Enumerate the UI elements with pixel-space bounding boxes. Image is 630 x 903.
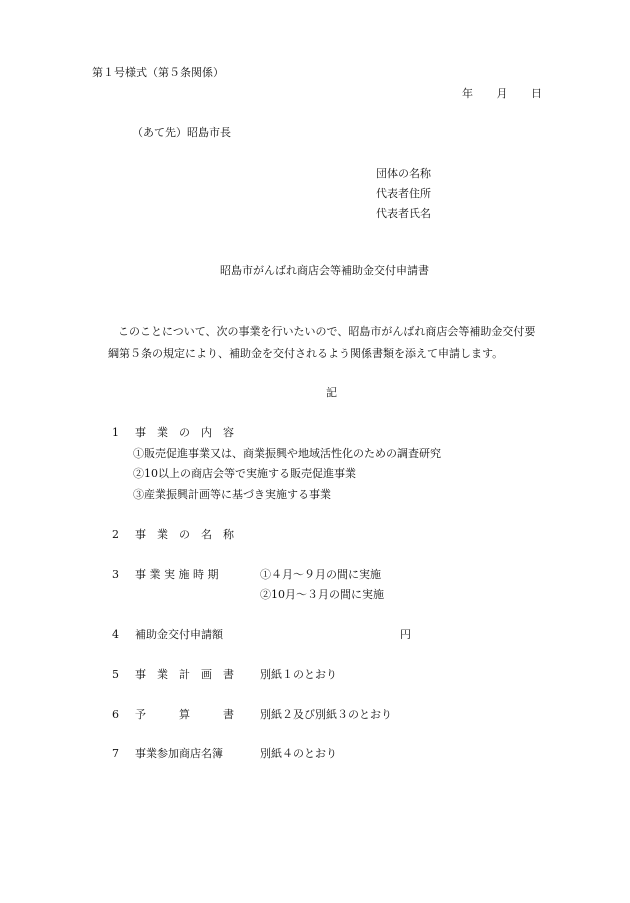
item-4-number: 4 [112,628,119,641]
item-4-unit: 円 [400,628,411,641]
item-1-option-2: ②10以上の商店会等で実施する販売促進事業 [133,467,356,480]
item-2-label: 事 業 の 名 称 [135,528,234,541]
item-6-label: 予 算 書 [135,708,234,721]
body-line-1: このことについて、次の事業を行いたいので、昭島市がんばれ商店会等補助金交付要 [118,325,536,338]
item-5-label: 事 業 計 画 書 [135,668,234,681]
item-3-option-1: ①４月～９月の間に実施 [260,568,381,581]
date-month: 月 [496,87,508,100]
body-line-2: 綱第５条の規定により、補助金を交付されるよう関係書類を添えて申請します。 [108,347,504,360]
item-1-label: 事 業 の 内 容 [135,426,234,439]
ki-heading: 記 [326,386,337,399]
document-title: 昭島市がんばれ商店会等補助金交付申請書 [220,264,429,277]
item-1-option-3: ③産業振興計画等に基づき実施する事業 [133,488,331,501]
item-3-label: 事 業 実 施 時 期 [135,568,219,581]
item-5-number: 5 [112,668,119,681]
item-7-label: 事業参加商店名簿 [135,747,223,760]
date-year: 年 [462,87,473,100]
date-line [462,88,542,99]
date-day: 日 [531,87,542,100]
item-2-number: 2 [112,528,119,541]
item-7-number: 7 [112,747,119,760]
item-3-number: 3 [112,568,119,581]
applicant-rep-name: 代表者氏名 [376,207,431,220]
item-6-value: 別紙２及び別紙３のとおり [260,708,392,721]
applicant-org-name: 団体の名称 [376,167,431,180]
item-1-option-1: ①販売促進事業又は、商業振興や地域活性化のための調査研究 [133,447,441,460]
applicant-rep-address: 代表者住所 [376,187,431,200]
item-5-value: 別紙１のとおり [260,668,337,681]
item-6-number: 6 [112,708,119,721]
item-3-option-2: ②10月～３月の間に実施 [260,588,384,601]
item-4-label: 補助金交付申請額 [135,628,223,641]
item-7-value: 別紙４のとおり [260,747,337,760]
addressee: （あて先）昭島市長 [132,126,231,139]
item-1-number: 1 [112,426,119,439]
form-number: 第１号様式（第５条関係） [92,66,224,79]
